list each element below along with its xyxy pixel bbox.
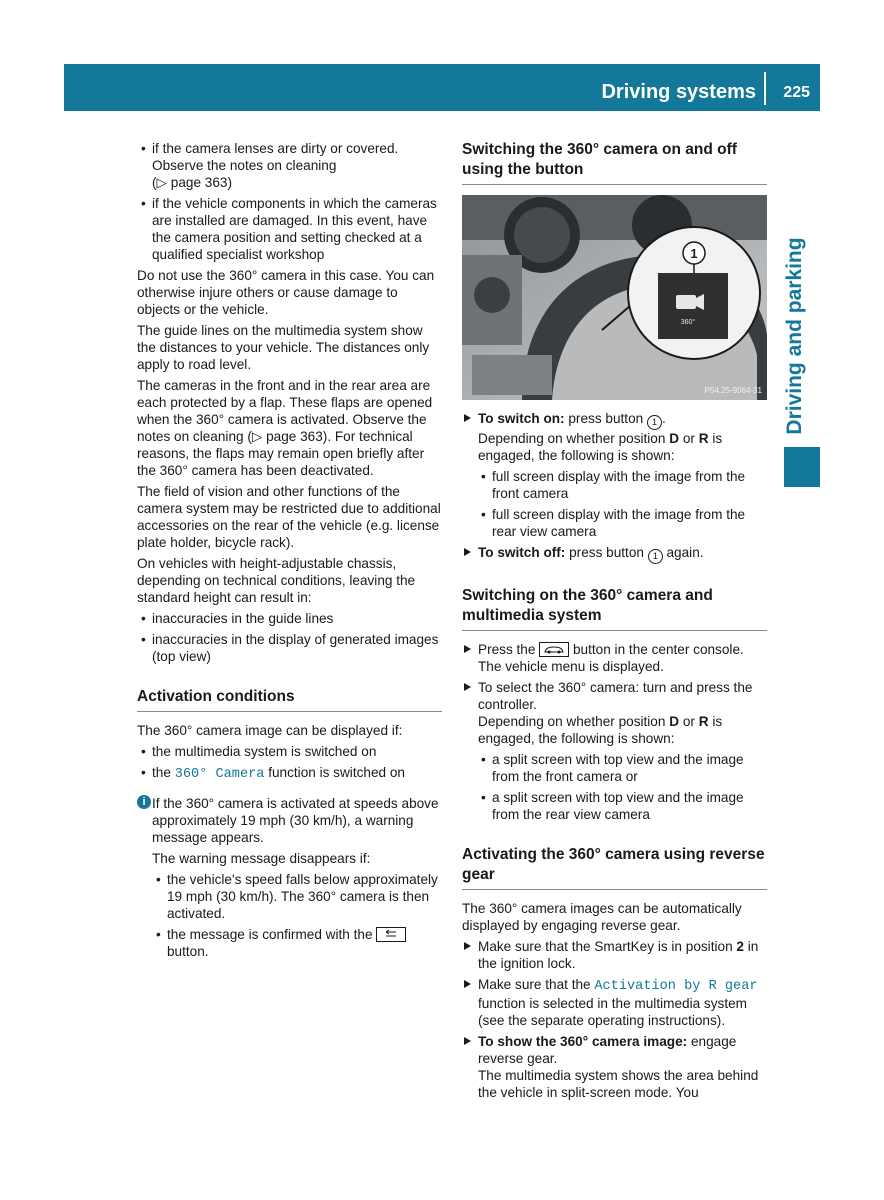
list-item: • the message is confirmed with the button.	[152, 926, 442, 960]
function-name: Activation by R gear	[594, 979, 758, 994]
list-item: • inaccuracies in the display of generated images (top view)	[137, 631, 442, 665]
info-icon: i	[137, 795, 151, 809]
header-divider	[764, 72, 766, 105]
paragraph: The field of vision and other functions of the camera system may be restricted due to additional accessories on the rear of the vehicle (e.g. license plate holder, bicycle rack).	[137, 484, 441, 550]
list-item: • if the camera lenses are dirty or covered. Observe the notes on cleaning (▷ page 363)	[137, 140, 442, 191]
photo-marker: 1	[690, 246, 698, 261]
step-activation-setting: Make sure that the Activation by R gear function is selected in the multimedia system (see the separate operating instructions).	[462, 976, 767, 1029]
step-press-button: Press the button in the center console. The vehicle menu is displayed.	[462, 641, 767, 675]
step-switch-on: To switch on: press button 1 . Depending on whether position D or R is engaged, the following is shown:	[462, 410, 767, 464]
function-name: 360° Camera	[174, 767, 265, 782]
button-number-icon: 1	[648, 549, 663, 564]
step-select-camera: To select the 360° camera: turn and press the controller. Depending on whether position D or R is engaged, the following is shown:	[462, 679, 767, 747]
heading-multimedia: Switching on the 360° camera and multimedia system	[462, 586, 767, 631]
heading-switching-button: Switching the 360° camera on and off using the button	[462, 140, 767, 185]
list-item: • inaccuracies in the guide lines	[137, 610, 442, 627]
left-column	[137, 140, 442, 964]
vehicle-button-icon	[539, 642, 569, 657]
image-code: P54.25-9064-31	[704, 386, 762, 395]
back-button-icon	[376, 927, 406, 942]
step-smartkey: Make sure that the SmartKey is in position 2 in the ignition lock.	[462, 938, 767, 972]
list-item: • a split screen with top view and the image from the rear view camera	[477, 789, 767, 823]
paragraph: Do not use the 360° camera in this case. You can otherwise injure others or cause damage to objects or the vehicle.	[137, 268, 435, 317]
list-item: • the multimedia system is switched on	[137, 743, 442, 760]
info-note: i If the 360° camera is activated at speeds above approximately 19 mph (30 km/h), a warning message appears. The warning message disappears if: • the vehicle's speed falls below approximately 19 mph (30 km/h). The 360° camera is then activated. • the message is confirmed with the button.	[137, 795, 442, 960]
paragraph: The cameras in the front and in the rear area are each protected by a flap. These flaps are opened when the 360° camera is activated. Observe the notes on cleaning (▷ page 363). For technical reasons, the flaps may remain open briefly after the 360° camera has been deactivated.	[137, 378, 433, 478]
list-item: • full screen display with the image from the rear view camera	[477, 506, 767, 540]
step-show-image: To show the 360° camera image: engage reverse gear. The multimedia system shows the area behind the vehicle in split-screen mode. You	[462, 1033, 767, 1101]
paragraph: The guide lines on the multimedia system show the distances to your vehicle. The distances only apply to road level.	[137, 323, 430, 372]
right-column	[462, 140, 767, 1105]
list-item: • if the vehicle components in which the cameras are installed are damaged. In this event, have the camera position and setting checked at a qualified specialist workshop	[137, 195, 442, 263]
paragraph: The 360° camera images can be automatically displayed by engaging reverse gear.	[462, 901, 742, 933]
list-item: • full screen display with the image from the front camera	[477, 468, 767, 502]
chapter-tab-label: Driving and parking	[783, 237, 806, 435]
paragraph: On vehicles with height-adjustable chassis, depending on technical conditions, leaving the standard height can result in:	[137, 556, 416, 605]
chapter-side-tab	[780, 230, 810, 442]
page-header	[64, 64, 820, 111]
dashboard-photo	[462, 195, 767, 400]
button-number-icon: 1	[647, 415, 662, 430]
button-label: 360°	[680, 319, 696, 326]
chapter-marker-block	[784, 447, 820, 487]
list-item: • the vehicle's speed falls below approximately 19 mph (30 km/h). The 360° camera is then activated.	[152, 871, 442, 922]
list-item: • a split screen with top view and the image from the front camera or	[477, 751, 767, 785]
heading-reverse-gear: Activating the 360° camera using reverse gear	[462, 845, 767, 890]
heading-activation-conditions: Activation conditions	[137, 687, 442, 712]
section-title: Driving systems	[601, 81, 756, 103]
step-switch-off: To switch off: press button 1 again.	[462, 544, 767, 564]
page-number: 225	[783, 84, 810, 101]
paragraph: The 360° camera image can be displayed if:	[137, 723, 403, 738]
list-item: • the 360° Camera function is switched on	[137, 764, 442, 783]
